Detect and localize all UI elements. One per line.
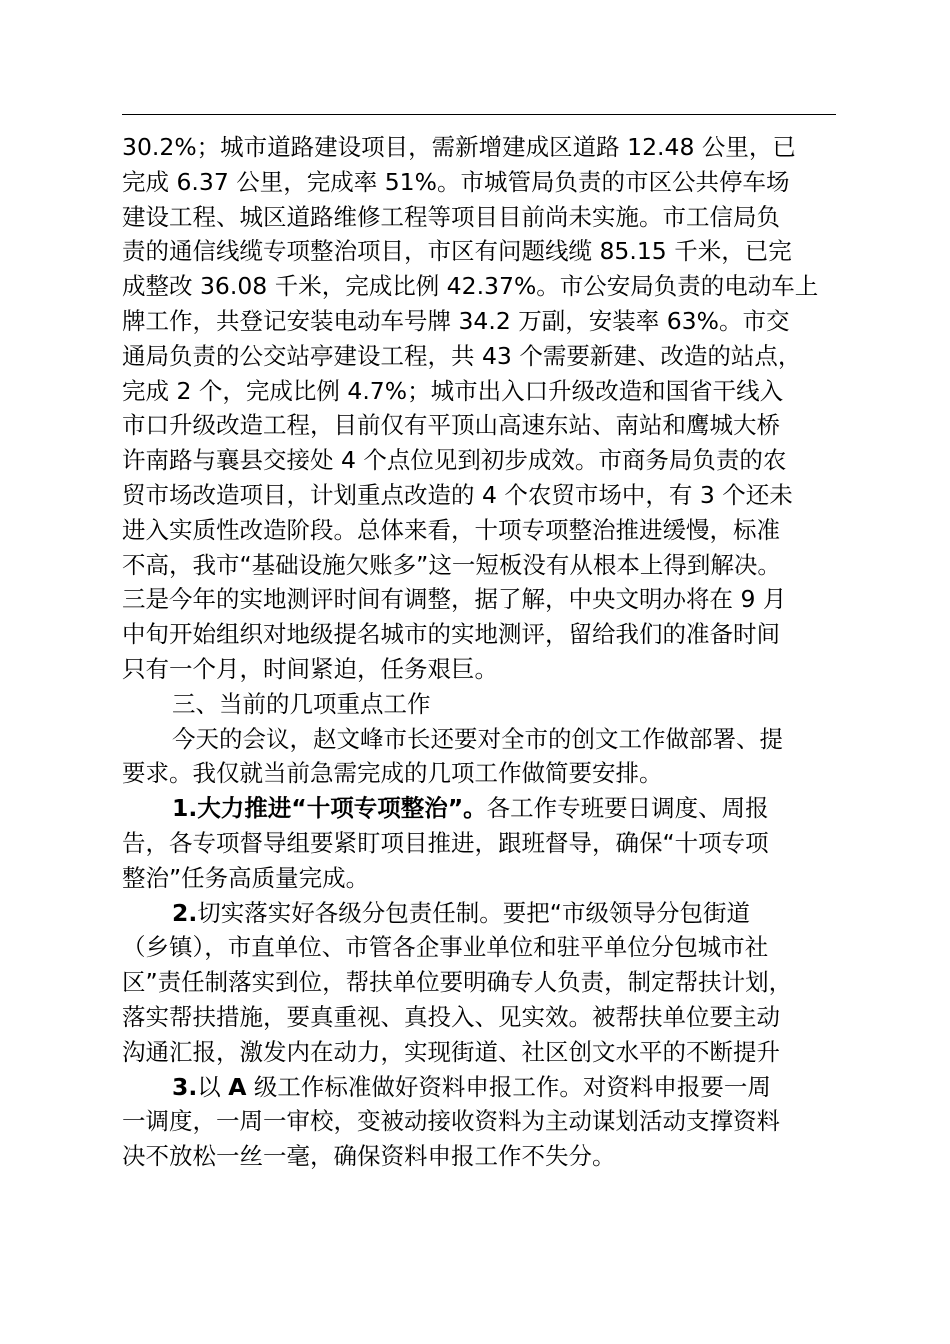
text-line: 不高，我市“基础设施欠账多”这一短板没有从根本上得到解决。: [122, 550, 781, 579]
text-line: 要求。我仅就当前急需完成的几项工作做简要安排。: [122, 759, 663, 788]
text-line: 贸市场改造项目，计划重点改造的 4 个农贸市场中，有 3 个还未: [122, 480, 793, 509]
item-text: 级工作标准做好资料申报工作。对资料申报要一周: [246, 1072, 771, 1101]
text-line: 中旬开始组织对地级提名城市的实地测评，留给我们的准备时间: [122, 620, 780, 649]
paragraph-meeting-intro: [122, 722, 842, 792]
text-line: 落实帮扶措施，要真重视、真投入、见实效。被帮扶单位要主动: [122, 1002, 780, 1031]
text-line: 沟通汇报，激发内在动力，实现街道、社区创文水平的不断提升: [122, 1037, 780, 1066]
work-item-3: [122, 1070, 842, 1174]
text-line: 进入实质性改造阶段。总体来看，十项专项整治推进缓慢，标准: [122, 515, 780, 544]
header-rule: [122, 114, 836, 115]
item-text: 以: [197, 1072, 229, 1101]
item-lead: 2.: [172, 898, 198, 927]
text-line: 三是今年的实地测评时间有调整，据了解，中央文明办将在 9 月: [122, 585, 787, 614]
item-text: 切实落实好各级分包责任制。要把“市级领导分包街道: [197, 898, 750, 927]
text-line: 成整改 36.08 千米，完成比例 42.37%。市公安局负责的电动车上: [122, 272, 819, 301]
text-line: 完成 2 个，完成比例 4.7%；城市出入口升级改造和国省干线入: [122, 376, 784, 405]
paragraph-evaluation-timing: [122, 582, 842, 686]
work-item-1: [122, 791, 842, 895]
text-line: 30.2%；城市道路建设项目，需新增建成区道路 12.48 公里，已: [122, 133, 796, 161]
item-grade: A: [228, 1072, 247, 1101]
text-line: 牌工作，共登记安装电动车号牌 34.2 万副，安装率 63%。市交: [122, 306, 790, 335]
text-line: [122, 791, 842, 826]
work-item-2: [122, 896, 842, 1070]
text-line: 完成 6.37 公里，完成率 51%。市城管局负责的市区公共停车场: [122, 167, 790, 196]
paragraph-progress-report: [122, 130, 842, 582]
document-body: [122, 130, 842, 1174]
text-line: 只有一个月，时间紧迫，任务艰巨。: [122, 654, 498, 683]
text-line: 责的通信线缆专项整治项目，市区有问题线缆 85.15 千米，已完: [122, 237, 792, 266]
text-line: 决不放松一丝一毫，确保资料申报工作不失分。: [122, 1142, 616, 1171]
item-lead: 1.大力推进“十项专项整治”。: [172, 794, 487, 823]
text-line: 整治”任务高质量完成。: [122, 863, 370, 892]
text-line: 告，各专项督导组要紧盯项目推进，跟班督导，确保“十项专项: [122, 828, 769, 857]
item-lead: 3.: [172, 1072, 198, 1101]
section-heading: 三、当前的几项重点工作: [172, 689, 431, 718]
text-line: [122, 1070, 842, 1105]
text-line: 通局负责的公交站亭建设工程，共 43 个需要新建、改造的站点，: [122, 341, 802, 370]
text-line: 今天的会议，赵文峰市长还要对全市的创文工作做部署、提: [172, 724, 783, 753]
text-line: 市口升级改造工程，目前仅有平顶山高速东站、南站和鹰城大桥: [122, 411, 780, 440]
text-line: 区”责任制落实到位，帮扶单位要明确专人负责，制定帮扶计划，: [122, 968, 793, 997]
item-text: 各工作专班要日调度、周报: [486, 794, 769, 823]
text-line: 建设工程、城区道路维修工程等项目目前尚未实施。市工信局负: [122, 202, 780, 231]
text-line: [122, 896, 842, 931]
text-line: 一调度，一周一审校，变被动接收资料为主动谋划活动支撑资料: [122, 1107, 780, 1136]
text-line: 许南路与襄县交接处 4 个点位见到初步成效。市商务局负责的农: [122, 446, 787, 475]
text-line: （乡镇），市直单位、市管各企事业单位和驻平单位分包城市社: [122, 933, 769, 962]
